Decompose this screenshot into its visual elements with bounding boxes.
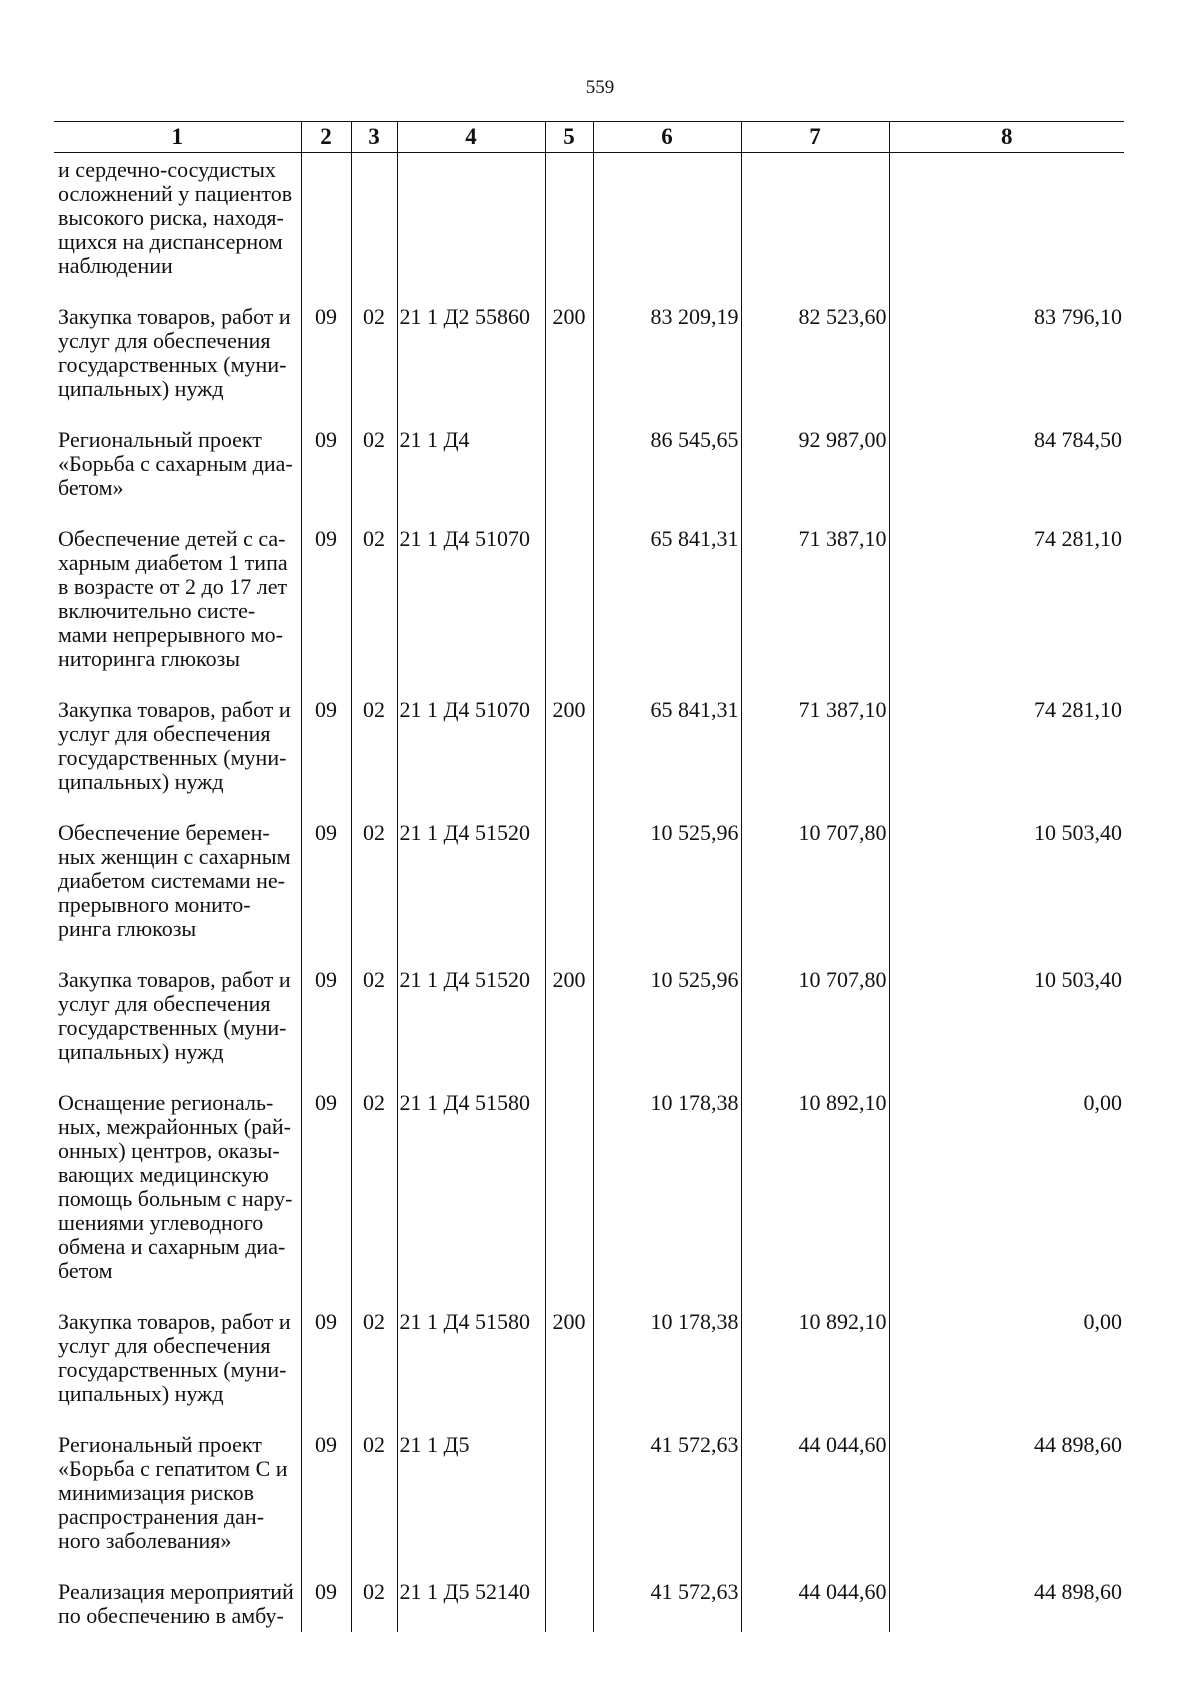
cell-amount-col6: 83 209,19 — [593, 303, 741, 426]
cell-section: 09 — [301, 1431, 351, 1578]
description-line: ципальных) нужд — [58, 1039, 224, 1064]
cell-section: 09 — [301, 1089, 351, 1308]
description-line: Закупка товаров, работ и — [58, 304, 291, 329]
cell-expense-type — [545, 153, 593, 304]
cell-amount-col8: 83 796,10 — [889, 303, 1124, 426]
description-line: Обеспечение детей с са- — [58, 526, 286, 551]
column-header-5: 5 — [545, 122, 593, 153]
description-line: и сердечно-сосудистых — [58, 157, 276, 182]
description-line: вающих медицинскую — [58, 1162, 269, 1187]
cell-amount-col8: 0,00 — [889, 1089, 1124, 1308]
description-line: «Борьба с сахарным диа- — [58, 451, 293, 476]
cell-description — [54, 1089, 301, 1308]
cell-description — [54, 426, 301, 525]
budget-table — [54, 121, 1124, 1632]
description-line: Обеспечение беремен- — [58, 820, 270, 845]
cell-amount-col8: 10 503,40 — [889, 819, 1124, 966]
description-line: помощь больным с нару- — [58, 1186, 293, 1211]
description-line: Региональный проект — [58, 427, 262, 452]
table-row — [54, 966, 1124, 1089]
description-line: прерывного монито- — [58, 892, 251, 917]
cell-section: 09 — [301, 426, 351, 525]
cell-target-code: 21 1 Д4 51580 — [397, 1308, 545, 1431]
cell-amount-col7 — [741, 153, 889, 304]
table-row — [54, 1308, 1124, 1431]
cell-amount-col7: 10 892,10 — [741, 1089, 889, 1308]
cell-amount-col8: 74 281,10 — [889, 696, 1124, 819]
table-row — [54, 1578, 1124, 1632]
cell-amount-col6: 65 841,31 — [593, 525, 741, 696]
description-line: услуг для обеспечения — [58, 328, 271, 353]
cell-amount-col6: 10 525,96 — [593, 819, 741, 966]
cell-section: 09 — [301, 819, 351, 966]
cell-amount-col8: 44 898,60 — [889, 1578, 1124, 1632]
cell-description — [54, 819, 301, 966]
description-line: Реализация мероприятий — [58, 1579, 294, 1604]
description-line: мами непрерывного мо- — [58, 622, 283, 647]
description-line: минимизация рисков — [58, 1480, 255, 1505]
description-line: Закупка товаров, работ и — [58, 967, 291, 992]
cell-subsection: 02 — [351, 1308, 397, 1431]
cell-amount-col6: 65 841,31 — [593, 696, 741, 819]
description-line: высокого риска, находя- — [58, 205, 284, 230]
cell-description — [54, 525, 301, 696]
page-number: 559 — [585, 77, 615, 98]
cell-section: 09 — [301, 1308, 351, 1431]
table-row — [54, 819, 1124, 966]
description-line: ного заболевания» — [58, 1528, 232, 1553]
cell-section: 09 — [301, 966, 351, 1089]
description-line: Закупка товаров, работ и — [58, 1309, 291, 1334]
cell-description — [54, 153, 301, 304]
cell-amount-col6: 41 572,63 — [593, 1431, 741, 1578]
column-header-4: 4 — [397, 122, 545, 153]
cell-expense-type — [545, 819, 593, 966]
description-line: «Борьба с гепатитом С и — [58, 1456, 288, 1481]
column-header-7: 7 — [741, 122, 889, 153]
description-line: шениями углеводного — [58, 1210, 264, 1235]
cell-amount-col8: 44 898,60 — [889, 1431, 1124, 1578]
cell-expense-type — [545, 1578, 593, 1632]
cell-section: 09 — [301, 1578, 351, 1632]
cell-section: 09 — [301, 525, 351, 696]
description-line: государственных (муни- — [58, 745, 287, 770]
cell-expense-type: 200 — [545, 696, 593, 819]
cell-target-code: 21 1 Д4 51520 — [397, 819, 545, 966]
cell-amount-col7: 71 387,10 — [741, 696, 889, 819]
cell-amount-col7: 82 523,60 — [741, 303, 889, 426]
cell-target-code: 21 1 Д4 51070 — [397, 696, 545, 819]
cell-amount-col6: 41 572,63 — [593, 1578, 741, 1632]
cell-subsection: 02 — [351, 696, 397, 819]
description-line: харным диабетом 1 типа — [58, 550, 288, 575]
cell-target-code: 21 1 Д4 51580 — [397, 1089, 545, 1308]
table-row — [54, 1431, 1124, 1578]
cell-target-code: 21 1 Д5 — [397, 1431, 545, 1578]
cell-amount-col8: 84 784,50 — [889, 426, 1124, 525]
table-row — [54, 153, 1124, 304]
cell-expense-type: 200 — [545, 1308, 593, 1431]
column-header-8: 8 — [889, 122, 1124, 153]
cell-expense-type: 200 — [545, 303, 593, 426]
cell-target-code — [397, 153, 545, 304]
description-line: ципальных) нужд — [58, 376, 224, 401]
description-line: обмена и сахарным диа- — [58, 1234, 286, 1259]
column-header-3: 3 — [351, 122, 397, 153]
description-line: щихся на диспансерном — [58, 229, 283, 254]
cell-section: 09 — [301, 303, 351, 426]
description-line: осложнений у пациентов — [58, 181, 293, 206]
description-line: услуг для обеспечения — [58, 1333, 271, 1358]
cell-amount-col7: 44 044,60 — [741, 1431, 889, 1578]
cell-subsection: 02 — [351, 819, 397, 966]
table-row — [54, 426, 1124, 525]
table-row — [54, 1089, 1124, 1308]
description-line: наблюдении — [58, 253, 173, 278]
cell-subsection: 02 — [351, 525, 397, 696]
description-line: ных, межрайонных (рай- — [58, 1114, 291, 1139]
description-line: распространения дан- — [58, 1504, 265, 1529]
description-line: бетом — [58, 1258, 113, 1283]
cell-amount-col7: 92 987,00 — [741, 426, 889, 525]
description-line: включительно систе- — [58, 598, 256, 623]
cell-target-code: 21 1 Д2 55860 — [397, 303, 545, 426]
column-header-2: 2 — [301, 122, 351, 153]
cell-subsection: 02 — [351, 426, 397, 525]
cell-target-code: 21 1 Д4 — [397, 426, 545, 525]
cell-description — [54, 966, 301, 1089]
cell-expense-type — [545, 1431, 593, 1578]
cell-subsection: 02 — [351, 303, 397, 426]
description-line: бетом» — [58, 475, 124, 500]
cell-amount-col6 — [593, 153, 741, 304]
cell-expense-type: 200 — [545, 966, 593, 1089]
cell-section: 09 — [301, 696, 351, 819]
cell-amount-col7: 10 707,80 — [741, 819, 889, 966]
cell-description — [54, 696, 301, 819]
cell-subsection: 02 — [351, 966, 397, 1089]
table-row — [54, 696, 1124, 819]
cell-expense-type — [545, 1089, 593, 1308]
description-line: ринга глюкозы — [58, 916, 197, 941]
cell-amount-col6: 10 178,38 — [593, 1308, 741, 1431]
cell-expense-type — [545, 426, 593, 525]
description-line: по обеспечению в амбу- — [58, 1603, 284, 1628]
description-line: услуг для обеспечения — [58, 721, 271, 746]
cell-section — [301, 153, 351, 304]
cell-target-code: 21 1 Д4 51520 — [397, 966, 545, 1089]
cell-amount-col8 — [889, 153, 1124, 304]
cell-amount-col7: 71 387,10 — [741, 525, 889, 696]
description-line: онных) центров, оказы- — [58, 1138, 280, 1163]
cell-description — [54, 1578, 301, 1632]
table-row — [54, 525, 1124, 696]
description-line: диабетом системами не- — [58, 868, 286, 893]
cell-amount-col7: 10 707,80 — [741, 966, 889, 1089]
description-line: услуг для обеспечения — [58, 991, 271, 1016]
description-line: в возрасте от 2 до 17 лет — [58, 574, 288, 599]
cell-target-code: 21 1 Д5 52140 — [397, 1578, 545, 1632]
cell-amount-col6: 10 525,96 — [593, 966, 741, 1089]
cell-description — [54, 1308, 301, 1431]
cell-amount-col8: 74 281,10 — [889, 525, 1124, 696]
cell-amount-col8: 10 503,40 — [889, 966, 1124, 1089]
cell-amount-col7: 44 044,60 — [741, 1578, 889, 1632]
description-line: государственных (муни- — [58, 1357, 287, 1382]
description-line: Оснащение региональ- — [58, 1090, 274, 1115]
cell-subsection: 02 — [351, 1089, 397, 1308]
description-line: Региональный проект — [58, 1432, 262, 1457]
column-header-6: 6 — [593, 122, 741, 153]
description-line: Закупка товаров, работ и — [58, 697, 291, 722]
table-body — [54, 153, 1124, 1633]
cell-amount-col6: 10 178,38 — [593, 1089, 741, 1308]
description-line: государственных (муни- — [58, 352, 287, 377]
description-line: ципальных) нужд — [58, 1381, 224, 1406]
cell-amount-col7: 10 892,10 — [741, 1308, 889, 1431]
cell-expense-type — [545, 525, 593, 696]
cell-description — [54, 303, 301, 426]
table-header-row — [54, 122, 1124, 153]
cell-subsection: 02 — [351, 1431, 397, 1578]
cell-amount-col8: 0,00 — [889, 1308, 1124, 1431]
description-line: ципальных) нужд — [58, 769, 224, 794]
cell-subsection: 02 — [351, 1578, 397, 1632]
cell-subsection — [351, 153, 397, 304]
description-line: ных женщин с сахарным — [58, 844, 291, 869]
table-row — [54, 303, 1124, 426]
cell-amount-col6: 86 545,65 — [593, 426, 741, 525]
cell-description — [54, 1431, 301, 1578]
description-line: ниторинга глюкозы — [58, 646, 241, 671]
cell-target-code: 21 1 Д4 51070 — [397, 525, 545, 696]
description-line: государственных (муни- — [58, 1015, 287, 1040]
column-header-1: 1 — [54, 122, 301, 153]
